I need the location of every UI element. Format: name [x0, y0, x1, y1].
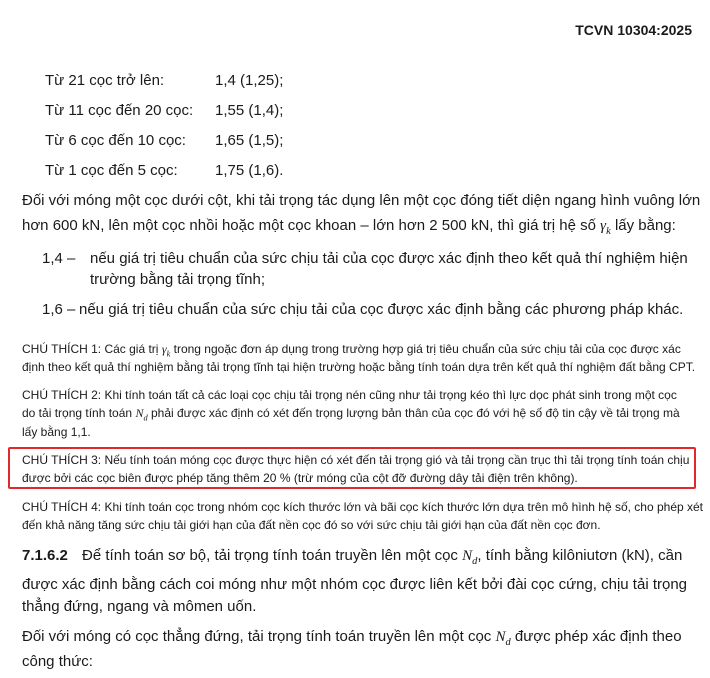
note-3: CHÚ THÍCH 3: Nếu tính toán móng cọc được thực hiện có xét đến tải trọng gió và tải trọng cần trục thì tải trọng tính toán chịu	[22, 453, 690, 467]
paragraph-line: Đối với móng có cọc thẳng đứng, tải trọng tính toán truyền lên một cọc $N_d$ được phép xác định theo	[22, 628, 682, 648]
table-label-2: Từ 11 cọc đến 20 cọc:	[45, 102, 194, 119]
list-item-number: 1,4 –	[42, 250, 76, 267]
section-7-1-6-2: 7.1.6.2 Để tính toán sơ bộ, tải trọng tính toán truyền lên một cọc $N_d$, tính bằng kilôniutơn (kN), cần	[22, 547, 683, 567]
table-label-3: Từ 6 cọc đến 10 cọc:	[45, 132, 186, 149]
gamma-k-symbol: $\gamma_k$	[161, 342, 171, 359]
paragraph-line: công thức:	[22, 653, 93, 670]
note-4: CHÚ THÍCH 4: Khi tính toán cọc trong nhóm cọc kích thước lớn và bãi cọc kích thước lớn dựa trên mô hình hệ số, cho phép xét	[22, 500, 704, 514]
paragraph-line: thẳng đứng, ngang và mômen uốn.	[22, 598, 257, 615]
gamma-k-symbol: $\gamma_k$	[600, 218, 611, 237]
table-value-3: 1,65 (1,5);	[215, 132, 284, 149]
note-2-line: do tải trọng tính toán $N_d$ phải được xác định có xét đến trọng lượng bản thân của cọc đó với hệ số độ tin cậy về tải trọng mà	[22, 406, 680, 423]
nd-symbol: $N_d$	[462, 548, 478, 567]
table-value-2: 1,55 (1,4);	[215, 102, 284, 119]
note-4-line: đến khả năng tăng sức chịu tải giới hạn của đất nền cọc đó so với sức chịu tải giới hạn của đất nền cọc đơn.	[22, 518, 601, 532]
paragraph-line: hơn 600 kN, lên một cọc nhồi hoặc một cọc khoan – lớn hơn 2 500 kN, thì giá trị hệ số $\gamma_k$ lấy bằng:	[22, 217, 676, 237]
table-label-4: Từ 1 cọc đến 5 cọc:	[45, 162, 178, 179]
document-code: TCVN 10304:2025	[575, 22, 692, 38]
note-3-line: được bởi các cọc biên được phép tăng thêm 20 % (trừ móng của cột đỡ đường dây tải điện trên không).	[22, 471, 578, 485]
note-1: CHÚ THÍCH 1: Các giá trị $\gamma_k$ trong ngoặc đơn áp dụng trong trường hợp giá trị tiêu chuẩn của sức chịu tải của cọc được xác	[22, 342, 681, 359]
list-item-number: 1,6 –	[42, 301, 76, 318]
paragraph-line: được xác định bằng cách coi móng như một nhóm cọc được liên kết bởi đài cọc cứng, chịu tải trọng	[22, 576, 688, 593]
section-number: 7.1.6.2	[22, 547, 68, 564]
table-value-4: 1,75 (1,6).	[215, 162, 284, 179]
table-value-1: 1,4 (1,25);	[215, 72, 284, 89]
list-item-text: trường bằng tải trọng tĩnh;	[90, 271, 265, 288]
list-item-text: nếu giá trị tiêu chuẩn của sức chịu tải của cọc được xác định theo kết quả thí nghiệm hiện	[90, 250, 688, 267]
nd-symbol: $N_d$	[135, 406, 148, 423]
table-label-1: Từ 21 cọc trở lên:	[45, 72, 165, 89]
nd-symbol: $N_d$	[495, 629, 511, 648]
paragraph-line: Đối với móng một cọc dưới cột, khi tải trọng tác dụng lên một cọc đóng tiết diện ngang hình vuông lớn	[22, 192, 701, 209]
note-2-line: lấy bằng 1,1.	[22, 425, 91, 439]
list-item-text: nếu giá trị tiêu chuẩn của sức chịu tải của cọc được xác định bằng các phương pháp khác.	[79, 301, 684, 318]
note-2: CHÚ THÍCH 2: Khi tính toán tất cả các loại cọc chịu tải trọng nén cũng như tải trọng kéo thì lực dọc phát sinh trong một cọc	[22, 388, 677, 402]
note-1-line: định theo kết quả thí nghiệm bằng tải trọng tĩnh tại hiện trường hoặc bằng tính toán dựa trên kết quả thí nghiệm đất bằng CPT.	[22, 360, 696, 374]
